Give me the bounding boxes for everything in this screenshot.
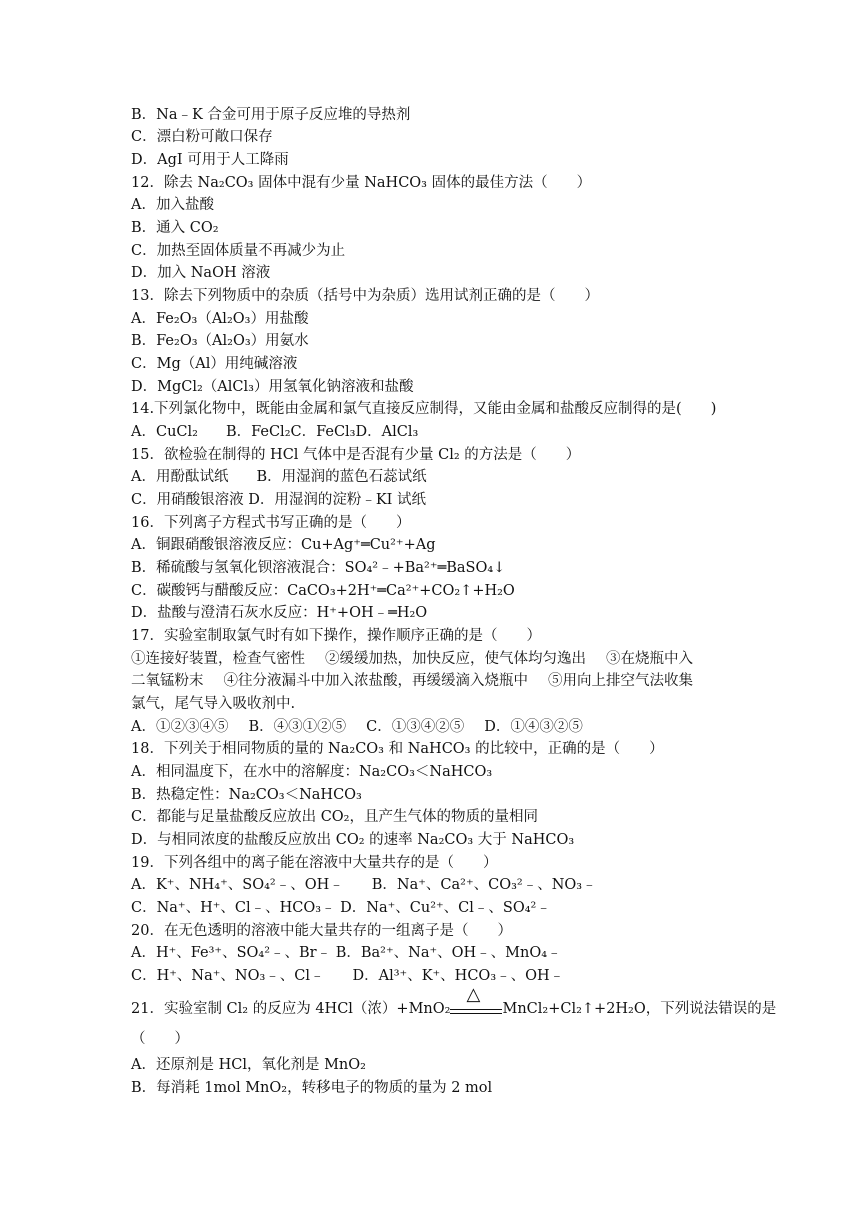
question-21-line (131, 984, 777, 1020)
question-line (131, 194, 760, 216)
text-segment: C．漂白粉可敞口保存 (131, 129, 273, 145)
question-line (131, 557, 760, 579)
text-segment: C．加热至固体质量不再减少为止 (131, 243, 346, 259)
question-line (131, 308, 760, 330)
question-line (131, 920, 760, 942)
text-segment: B．FeCl₂C．FeCl₃D．AlCl₃ (225, 424, 419, 440)
text-segment: B．用湿润的蓝色石蕊试纸 (256, 469, 427, 485)
question-line (131, 262, 760, 284)
question-line (131, 126, 760, 148)
question-line (131, 512, 760, 534)
text-segment: B．Fe₂O₃（Al₂O₃）用氨水 (131, 333, 309, 349)
text-segment: 二氧锰粉末 (131, 673, 204, 689)
text-segment: 氯气，尾气导入吸收剂中. (131, 696, 296, 712)
question-line (131, 852, 760, 874)
text-segment: D．①④③②⑤ (484, 719, 583, 735)
text-segment: D．加入 NaOH 溶液 (131, 265, 271, 281)
option-line (131, 1054, 760, 1076)
question-line (131, 716, 760, 738)
question-line (131, 444, 760, 466)
text-segment: A．铜跟硝酸银溶液反应：Cu+Ag⁺═Cu²⁺+Ag (131, 537, 436, 553)
text-segment: C．Na⁺、H⁺、Cl﹣、HCO₃﹣ D．Na⁺、Cu²⁺、Cl﹣、SO₄²﹣ (131, 900, 551, 916)
question-line (131, 330, 760, 352)
q21-equation-right: MnCl₂+Cl₂↑+2H₂O，下列说法错误的是 (502, 1001, 777, 1017)
question-line (131, 376, 760, 398)
question-line (131, 172, 760, 194)
text-segment: B．④③①②⑤ (248, 719, 347, 735)
question-line (131, 942, 760, 964)
text-segment: B．稀硫酸与氢氧化钡溶液混合：SO₄²﹣+Ba²⁺═BaSO₄↓ (131, 560, 506, 576)
question-line (131, 217, 760, 239)
text-segment: A．Fe₂O₃（Al₂O₃）用盐酸 (131, 311, 309, 327)
text-segment: D．与相同浓度的盐酸反应放出 CO₂ 的速率 Na₂CO₃ 大于 NaHCO₃ (131, 832, 575, 848)
text-segment: A．①②③④⑤ (131, 719, 229, 735)
question-line (131, 421, 760, 443)
text-segment: 19．下列各组中的离子能在溶液中大量共存的是（ ） (131, 855, 498, 871)
text-segment: A．H⁺、Fe³⁺、SO₄²﹣、Br﹣ B．Ba²⁺、Na⁺、OH﹣、MnO₄﹣ (131, 945, 562, 961)
text-segment: D．盐酸与澄清石灰水反应：H⁺+OH﹣═H₂O (131, 605, 428, 621)
text-segment: A．用酚酞试纸 (131, 469, 229, 485)
text-segment: 15．欲检验在制得的 HCl 气体中是否混有少量 Cl₂ 的方法是（ ） (131, 447, 581, 463)
question-line (131, 829, 760, 851)
text-segment: ④往分液漏斗中加入浓盐酸，再缓缓滴入烧瓶中 (223, 673, 528, 689)
question-line (131, 285, 760, 307)
text-segment: B．Na⁺、Ca²⁺、CO₃²﹣、NO₃﹣ (371, 877, 597, 893)
text-segment: 17．实验室制取氯气时有如下操作，操作顺序正确的是（ ） (131, 628, 541, 644)
question-line (131, 602, 760, 624)
text-segment: C．①③④②⑤ (366, 719, 465, 735)
question-line (131, 398, 760, 420)
question-line (131, 897, 760, 919)
text-segment: D．AgI 可用于人工降雨 (131, 152, 289, 168)
question-line (131, 489, 760, 511)
text-segment: A．CuCl₂ (131, 424, 198, 440)
question-line (131, 104, 760, 126)
question-line (131, 149, 760, 171)
question-line (131, 965, 760, 987)
heat-triangle-icon: △ (466, 984, 481, 1005)
text-segment: 13．除去下列物质中的杂质（括号中为杂质）选用试剂正确的是（ ） (131, 288, 599, 304)
text-segment: D．Al³⁺、K⁺、HCO₃﹣、OH﹣ (352, 968, 565, 984)
text-segment: 16．下列离子方程式书写正确的是（ ） (131, 515, 411, 531)
question-line (131, 580, 760, 602)
text-segment: ①连接好装置，检查气密性 (131, 651, 305, 667)
text-segment: ②缓缓加热，加快反应，使气体均匀逸出 (325, 651, 586, 667)
question-line (131, 353, 760, 375)
text-segment: C．Mg（Al）用纯碱溶液 (131, 356, 298, 372)
text-segment: 18．下列关于相同物质的量的 Na₂CO₃ 和 NaHCO₃ 的比较中，正确的是（ ） (131, 741, 664, 757)
text-segment: 14.下列氯化物中，既能由金属和氯气直接反应制得，又能由金属和盐酸反应制得的是( ) (131, 401, 717, 417)
question-line (131, 738, 760, 760)
text-segment: ③在烧瓶中入 (606, 651, 693, 667)
text-segment: B．热稳定性：Na₂CO₃＜NaHCO₃ (131, 787, 362, 803)
text-segment: 12．除去 Na₂CO₃ 固体中混有少量 NaHCO₃ 固体的最佳方法（ ） (131, 175, 592, 191)
q21-equation-left: 21．实验室制 Cl₂ 的反应为 4HCl（浓）+MnO₂ (131, 1001, 451, 1017)
question-line (131, 534, 760, 556)
question-line (131, 806, 760, 828)
text-segment: C．碳酸钙与醋酸反应：CaCO₃+2H⁺═Ca²⁺+CO₂↑+H₂O (131, 583, 515, 599)
text-segment: A．相同温度下，在水中的溶解度：Na₂CO₃＜NaHCO₃ (131, 764, 493, 780)
heating-reaction-arrow (450, 984, 502, 1020)
text-segment: D．MgCl₂（AlCl₃）用氢氧化钠溶液和盐酸 (131, 379, 414, 395)
text-segment: A．K⁺、NH₄⁺、SO₄²﹣、OH﹣ (131, 877, 344, 893)
text-segment: ⑤用向上排空气法收集 (548, 673, 693, 689)
question-line (131, 784, 760, 806)
question-line (131, 761, 760, 783)
text-segment: 20．在无色透明的溶液中能大量共存的一组离子是（ ） (131, 923, 512, 939)
text-segment: B．Na﹣K 合金可用于原子反应堆的导热剂 (131, 107, 411, 123)
text-segment: C．H⁺、Na⁺、NO₃﹣、Cl﹣ (131, 968, 325, 984)
text-segment: C．用硝酸银溶液 D．用湿润的淀粉﹣KI 试纸 (131, 492, 426, 508)
question-line (131, 466, 760, 488)
question-line (131, 240, 760, 262)
text-segment: A．加入盐酸 (131, 197, 214, 213)
question-line (131, 693, 760, 715)
question-line (131, 625, 760, 647)
text-segment: A．还原剂是 HCl，氧化剂是 MnO₂ (131, 1057, 366, 1073)
text-segment: B．每消耗 1mol MnO₂，转移电子的物质的量为 2 mol (131, 1080, 493, 1096)
option-line (131, 1077, 760, 1099)
question-line (131, 874, 760, 896)
q21-answer-paren: （ ） (131, 1031, 189, 1047)
question-line (131, 670, 760, 692)
question-21-paren-line (131, 1028, 760, 1050)
text-segment: B．通入 CO₂ (131, 220, 219, 236)
question-line (131, 648, 760, 670)
text-segment: C．都能与足量盐酸反应放出 CO₂，且产生气体的物质的量相同 (131, 809, 538, 825)
